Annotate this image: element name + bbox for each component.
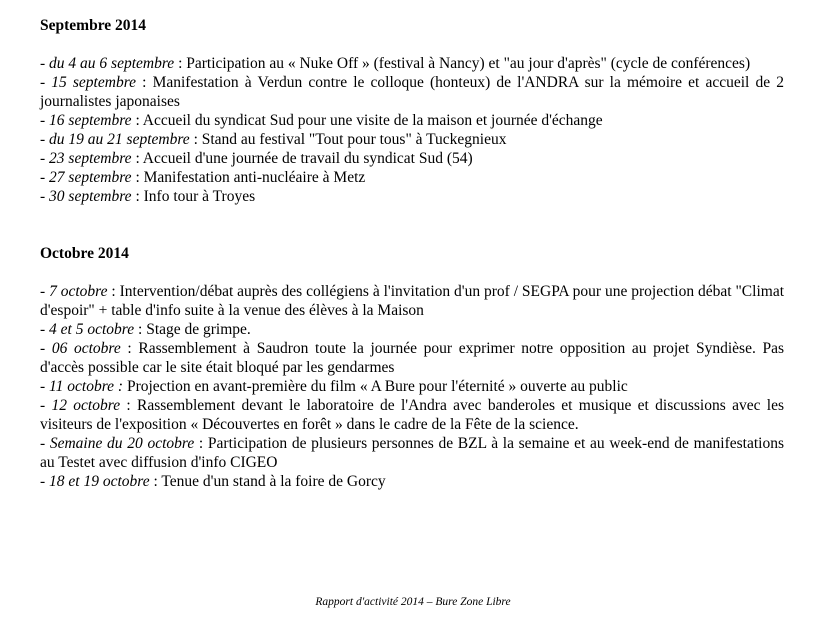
list-item bbox=[40, 320, 784, 339]
page-footer: Rapport d'activité 2014 – Bure Zone Libre bbox=[315, 596, 511, 608]
entry-date: 06 octobre bbox=[51, 340, 121, 357]
entry-text: : Rassemblement à Saudron toute la journée pour exprimer notre opposition au projet Syndièse. Pas d'accès possible car le site était bloqué par les gendarmes bbox=[40, 340, 785, 376]
entry-text: : Tenue d'un stand à la foire de Gorcy bbox=[149, 473, 386, 490]
entry-date: 15 septembre bbox=[51, 74, 137, 91]
list-item bbox=[40, 377, 784, 396]
list-item bbox=[40, 149, 784, 168]
document-page bbox=[40, 16, 784, 491]
entry-prefix: - bbox=[40, 131, 50, 148]
entry-prefix: - bbox=[40, 188, 50, 205]
list-item bbox=[40, 54, 784, 73]
entry-prefix: - bbox=[40, 283, 50, 300]
entry-date: du 4 au 6 septembre bbox=[49, 55, 175, 72]
entry-date: 18 et 19 octobre bbox=[49, 473, 150, 490]
entry-text: : Participation au « Nuke Off » (festival à Nancy) et "au jour d'après" (cycle de conférences) bbox=[174, 55, 751, 72]
list-item bbox=[40, 472, 784, 491]
entry-text: : Stage de grimpe. bbox=[134, 321, 251, 338]
entry-text: : Info tour à Troyes bbox=[131, 188, 256, 205]
entry-date: 12 octobre bbox=[51, 397, 121, 414]
entry-prefix: - bbox=[40, 397, 52, 414]
entry-prefix: - bbox=[40, 74, 52, 91]
entry-date: du 19 au 21 septembre bbox=[49, 131, 190, 148]
entry-date: 7 octobre bbox=[49, 283, 108, 300]
list-item bbox=[40, 339, 784, 377]
list-item bbox=[40, 434, 784, 472]
entry-text: : Intervention/débat auprès des collégiens à l'invitation d'un prof / SEGPA pour une projection débat "Climat d'espoir" + table d'info suite à la venue des élèves à la Maison bbox=[40, 283, 784, 319]
entry-date: 30 septembre bbox=[49, 188, 132, 205]
list-item bbox=[40, 282, 784, 320]
list-item bbox=[40, 396, 784, 434]
entry-prefix: - bbox=[40, 112, 50, 129]
entry-prefix: - bbox=[40, 340, 52, 357]
list-item bbox=[40, 111, 784, 130]
entry-prefix: - bbox=[40, 378, 50, 395]
list-item bbox=[40, 168, 784, 187]
entry-prefix: - bbox=[40, 55, 50, 72]
entry-date: 27 septembre bbox=[49, 169, 132, 186]
list-item bbox=[40, 130, 784, 149]
entry-prefix: - bbox=[40, 169, 50, 186]
entry-text: : Accueil d'une journée de travail du syndicat Sud (54) bbox=[131, 150, 473, 167]
entry-text: : Manifestation à Verdun contre le colloque (honteux) de l'ANDRA sur la mémoire et accueil de 2 journalistes japonaises bbox=[40, 74, 784, 110]
entry-prefix: - bbox=[40, 150, 50, 167]
list-item bbox=[40, 187, 784, 206]
list-item bbox=[40, 73, 784, 111]
section-septembre bbox=[40, 16, 784, 206]
section-octobre bbox=[40, 244, 784, 491]
entry-date: 16 septembre bbox=[49, 112, 132, 129]
entry-date: 11 octobre : bbox=[49, 378, 124, 395]
entry-text: : Accueil du syndicat Sud pour une visite de la maison et journée d'échange bbox=[131, 112, 603, 129]
entry-prefix: - bbox=[40, 473, 50, 490]
entry-text: : Rassemblement devant le laboratoire de l'Andra avec banderoles et musique et discussions avec les visiteurs de l'exposition « Découvertes en forêt » dans le cadre de la Fête de la science. bbox=[40, 397, 784, 433]
entry-text: Projection en avant-première du film « A Bure pour l'éternité » ouverte au public bbox=[123, 378, 628, 395]
entry-text: : Participation de plusieurs personnes de BZL à la semaine et au week-end de manifestations au Testet avec diffusion d'info CIGEO bbox=[40, 435, 784, 471]
entry-prefix: - bbox=[40, 321, 50, 338]
entry-date: 4 et 5 octobre bbox=[49, 321, 135, 338]
entry-date: 23 septembre bbox=[49, 150, 132, 167]
entry-date: Semaine du 20 octobre bbox=[49, 435, 195, 452]
entry-prefix: - bbox=[40, 435, 50, 452]
entry-text: : Stand au festival "Tout pour tous" à Tuckegnieux bbox=[189, 131, 507, 148]
section-heading: Octobre 2014 bbox=[40, 245, 129, 262]
section-heading: Septembre 2014 bbox=[40, 17, 147, 34]
entry-text: : Manifestation anti-nucléaire à Metz bbox=[131, 169, 366, 186]
